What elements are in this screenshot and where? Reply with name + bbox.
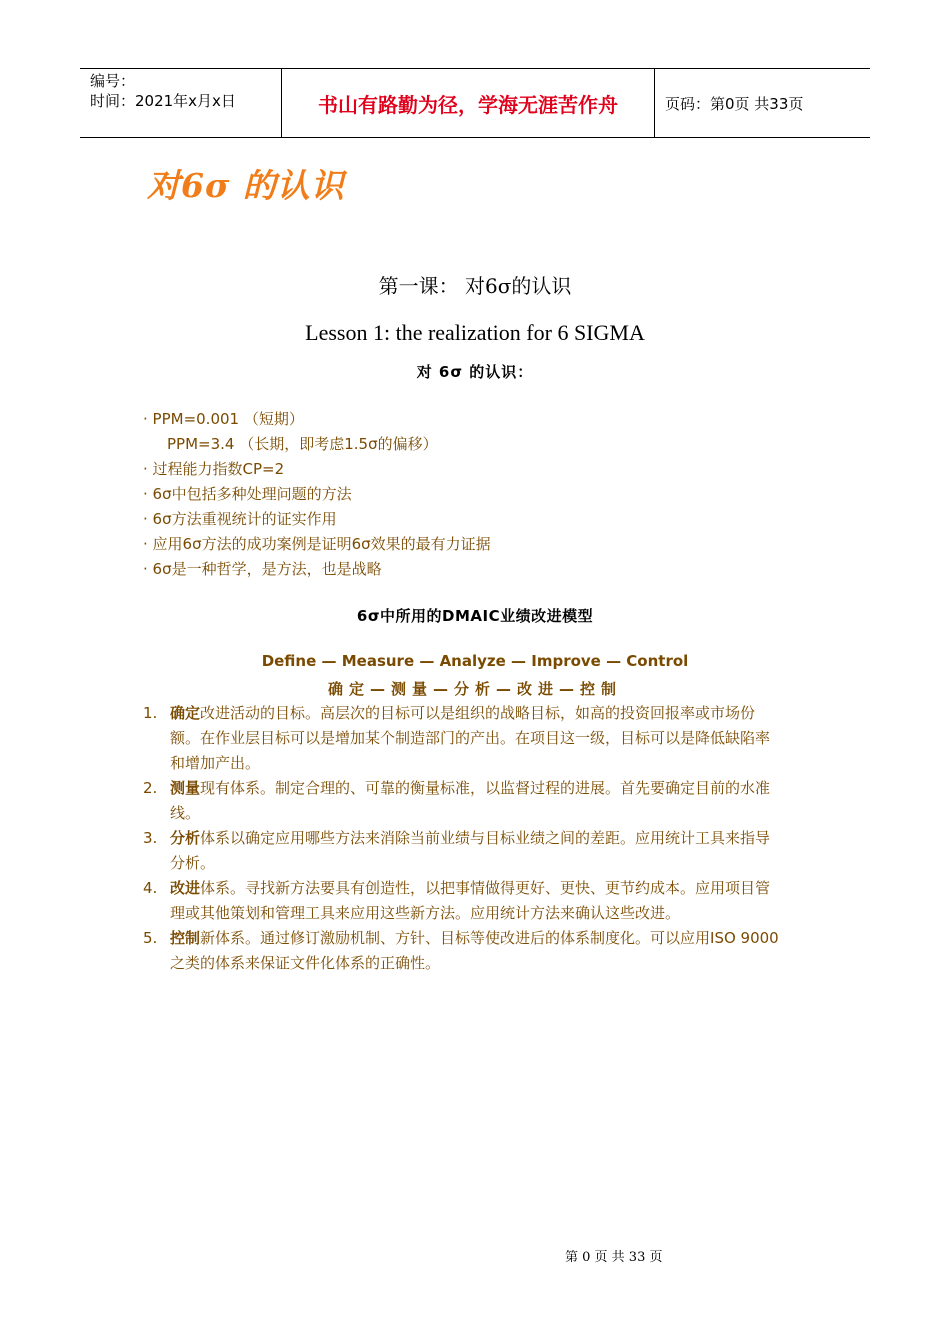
key-points-list [143,407,491,582]
dmaic-english-line: Define — Measure — Analyze — Improve — Control [261,652,689,670]
list-item: · 过程能力指数CP=2 [143,460,285,478]
step-text: 现有体系。制定合理的、可靠的衡量标准，以监督过程的进展。首先要确定目前的水准线。 [170,779,771,822]
step-text: 改进活动的目标。高层次的目标可以是组织的战略目标，如高的投资回报率或市场份额。在作业层目标可以是增加某个制造部门的产出。在项目这一级，目标可以是降低缺陷率和增加产出。 [170,704,771,772]
header-page-info: 页码：第0页 共33页 [665,94,804,113]
step-key: 分析 [170,829,201,847]
dmaic-chinese-line: 确定—测量—分析—改进—控制 [327,680,622,698]
list-item [143,701,783,776]
step-text: 体系以确定应用哪些方法来消除当前业绩与目标业绩之间的差距。应用统计工具来指导分析。 [170,829,771,872]
list-item: · 6σ方法重视统计的证实作用 [143,510,337,528]
document-title: 对6σ 的认识 [147,166,345,205]
list-item: · PPM=0.001 （短期） [143,410,304,428]
step-number: 3. [143,829,158,847]
step-key: 控制 [170,929,201,947]
step-key: 改进 [170,879,201,897]
number-label: 编号： [90,72,136,90]
step-number: 2. [143,779,158,797]
list-item [143,876,783,926]
step-text: 新体系。通过修订激励机制、方针、目标等使改进后的体系制度化。可以应用ISO 9000之类的体系来保证文件化体系的正确性。 [170,929,779,972]
list-item: · 6σ是一种哲学，是方法，也是战略 [143,560,382,578]
page-header [80,68,870,138]
section-subtitle: 对 6σ 的认识： [416,363,534,381]
list-item: · 应用6σ方法的成功案例是证明6σ效果的最有力证据 [143,535,491,553]
footer-page-number: 第 0 页 共 33 页 [565,1250,663,1265]
step-number: 1. [143,704,158,722]
step-number: 5. [143,929,158,947]
dmaic-title: 6σ中所用的DMAIC业绩改进模型 [356,607,594,625]
lesson-title-en: Lesson 1: the realization for 6 SIGMA [305,320,645,345]
step-key: 确定 [170,704,201,722]
time-label: 时间：2021年x月x日 [90,92,236,110]
step-text: 体系。寻找新方法要具有创造性，以把事情做得更好、更快、更节约成本。应用项目管理或其他策划和管理工具来应用这些新方法。应用统计方法来确认这些改进。 [170,879,771,922]
lesson-title-cn: 第一课： 对6σ的认识 [378,274,572,298]
header-motto: 书山有路勤为径，学海无涯苦作舟 [282,69,655,137]
step-key: 测量 [170,779,201,797]
dmaic-steps-list [143,701,783,976]
list-item [143,776,783,826]
list-item [143,926,783,976]
step-number: 4. [143,879,158,897]
list-item [143,826,783,876]
list-item: PPM=3.4 （长期，即考虑1.5σ的偏移） [167,435,438,453]
header-meta [80,69,282,137]
list-item: · 6σ中包括多种处理问题的方法 [143,485,352,503]
